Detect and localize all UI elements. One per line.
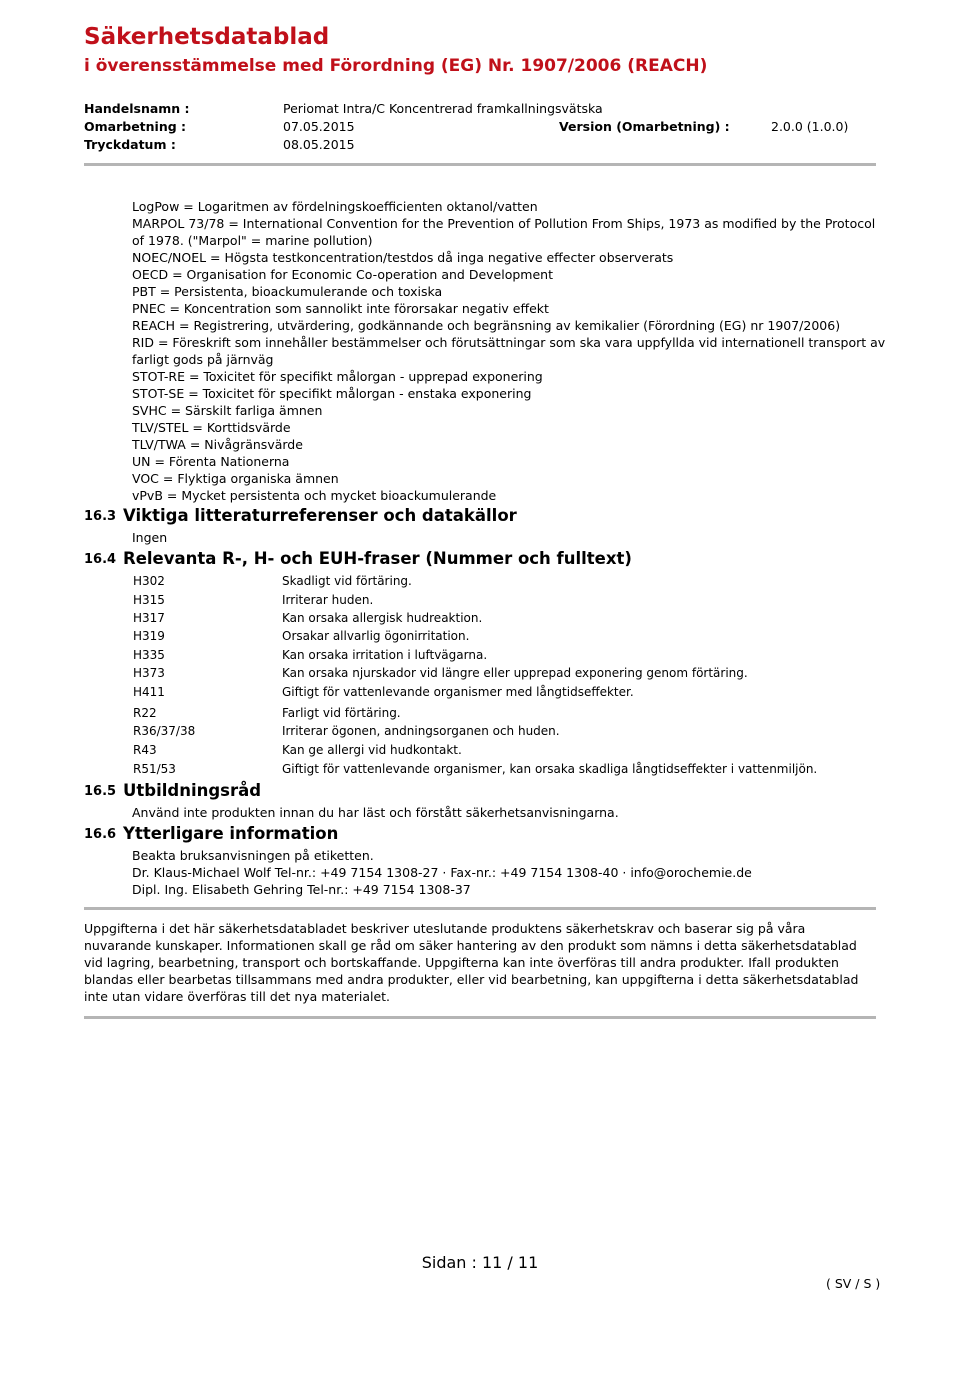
phrase-text: Kan orsaka njurskador vid längre eller upprepad exponering genom förtäring. [282,666,748,680]
abbreviation-line: UN = Förenta Nationerna [132,454,290,469]
phrase-text: Orsakar allvarlig ögonirritation. [282,629,470,643]
phrase-text: Farligt vid förtäring. [282,706,401,720]
phrase-text: Giftigt för vattenlevande organismer, kan orsaka skadliga långtidseffekter i vattenmiljön. [282,762,818,776]
phrase-text: Kan orsaka allergisk hudreaktion. [282,611,483,625]
trade-name-label: Handelsnamn : [84,101,190,116]
abbreviation-line: VOC = Flyktiga organiska ämnen [132,471,339,486]
phrase-text: Irriterar huden. [282,593,374,607]
phrase-code: H315 [133,593,165,607]
disclaimer-text: Uppgifterna i det här säkerhetsdatabladet beskriver uteslutande produktens säkerhetskrav och baserar sig på våra nuvarande kunskaper. Informationen skall ge råd om säker hantering av den produkt som nämns i detta säkerhetsdatablad vid lagring, bearbetning, transport och bortskaffande. Uppgifterna kan inte överföras till andra produkter. Ifall produkten blandas eller bearbetas tillsammans med andra produkter, eller vid bearbetning, kan uppgifterna i detta säkerhetsdatablad inte utan vidare överföras till det nya materialet. [84,921,859,1004]
abbreviation-line: STOT-SE = Toxicitet för specifikt målorgan - enstaka exponering [132,386,532,401]
abbreviation-line: TLV/TWA = Nivågränsvärde [132,437,303,452]
abbreviation-line: PBT = Persistenta, bioackumulerande och toxiska [132,284,443,299]
phrase-code: R36/37/38 [133,724,196,738]
abbreviation-line: farligt gods på järnväg [132,352,274,367]
language-code: ( SV / S ) [826,1276,881,1291]
abbreviation-line: NOEC/NOEL = Högsta testkoncentration/testdos då inga negative effecter observerats [132,250,674,265]
document-title: Säkerhetsdatablad [84,24,330,50]
phrase-code: R22 [133,706,157,720]
disclaimer-bottom-divider [84,1016,876,1019]
section-16-6-line: Dr. Klaus-Michael Wolf Tel-nr.: +49 7154 1308-27 · Fax-nr.: +49 7154 1308-40 · info@orochemie.de [132,865,752,880]
version-value: 2.0.0 (1.0.0) [771,119,849,134]
section-16-5-text: Använd inte produkten innan du har läst och förstått säkerhetsanvisningarna. [132,805,619,820]
print-date-value: 08.05.2015 [283,137,355,152]
section-16-6-line: Beakta bruksanvisningen på etiketten. [132,848,374,863]
section-16-6-number: 16.6 [84,827,117,842]
abbreviation-line: LogPow = Logaritmen av fördelningskoefficienten oktanol/vatten [132,199,538,214]
phrase-text: Kan ge allergi vid hudkontakt. [282,743,462,757]
section-16-5-title: Utbildningsråd [123,781,262,800]
phrase-code: R43 [133,743,157,757]
abbreviation-line: STOT-RE = Toxicitet för specifikt målorgan - upprepad exponering [132,369,543,384]
phrase-text: Kan orsaka irritation i luftvägarna. [282,648,488,662]
section-16-6-title: Ytterligare information [123,824,339,843]
phrase-text: Giftigt för vattenlevande organismer med långtidseffekter. [282,685,634,699]
header-divider [84,163,876,166]
revision-value: 07.05.2015 [283,119,355,134]
abbreviation-line: SVHC = Särskilt farliga ämnen [132,403,323,418]
phrase-text: Skadligt vid förtäring. [282,574,412,588]
abbreviation-line: MARPOL 73/78 = International Convention for the Prevention of Pollution From Ships, 1973 as modified by the Protocol [132,216,876,231]
phrase-code: H373 [133,666,165,680]
section-16-3-title: Viktiga litteraturreferenser och datakällor [123,506,517,525]
phrase-code: H411 [133,685,165,699]
phrase-code: H317 [133,611,165,625]
phrase-code: H319 [133,629,165,643]
abbreviation-line: of 1978. ("Marpol" = marine pollution) [132,233,373,248]
phrase-code: H335 [133,648,165,662]
revision-label: Omarbetning : [84,119,187,134]
section-16-3-text: Ingen [132,530,168,545]
print-date-label: Tryckdatum : [84,137,176,152]
abbreviation-line: vPvB = Mycket persistenta och mycket bioackumulerande [132,488,497,503]
section-16-4-number: 16.4 [84,552,117,567]
section-16-4-title: Relevanta R-, H- och EUH-fraser (Nummer och fulltext) [123,549,632,568]
page-number: Sidan : 11 / 11 [421,1253,539,1272]
trade-name-value: Periomat Intra/C Koncentrerad framkallningsvätska [283,101,603,116]
phrase-text: Irriterar ögonen, andningsorganen och huden. [282,724,560,738]
version-label: Version (Omarbetning) : [559,119,730,134]
abbreviation-line: TLV/STEL = Korttidsvärde [132,420,291,435]
section-16-5-number: 16.5 [84,784,117,799]
abbreviation-line: RID = Föreskrift som innehåller bestämmelser och förutsättningar som ska vara uppfyllda vid internationell transport av [132,335,886,350]
section-16-3-number: 16.3 [84,509,117,524]
phrase-code: H302 [133,574,165,588]
section-16-6-line: Dipl. Ing. Elisabeth Gehring Tel-nr.: +49 7154 1308-37 [132,882,471,897]
abbreviation-line: OECD = Organisation for Economic Co-operation and Development [132,267,553,282]
phrase-code: R51/53 [133,762,176,776]
document-subtitle: i överensstämmelse med Förordning (EG) Nr. 1907/2006 (REACH) [84,56,708,76]
disclaimer-top-divider [84,907,876,910]
abbreviation-line: PNEC = Koncentration som sannolikt inte förorsakar negativ effekt [132,301,549,316]
abbreviation-line: REACH = Registrering, utvärdering, godkännande och begränsning av kemikalier (Förordning (EG) nr 1907/2006) [132,318,841,333]
